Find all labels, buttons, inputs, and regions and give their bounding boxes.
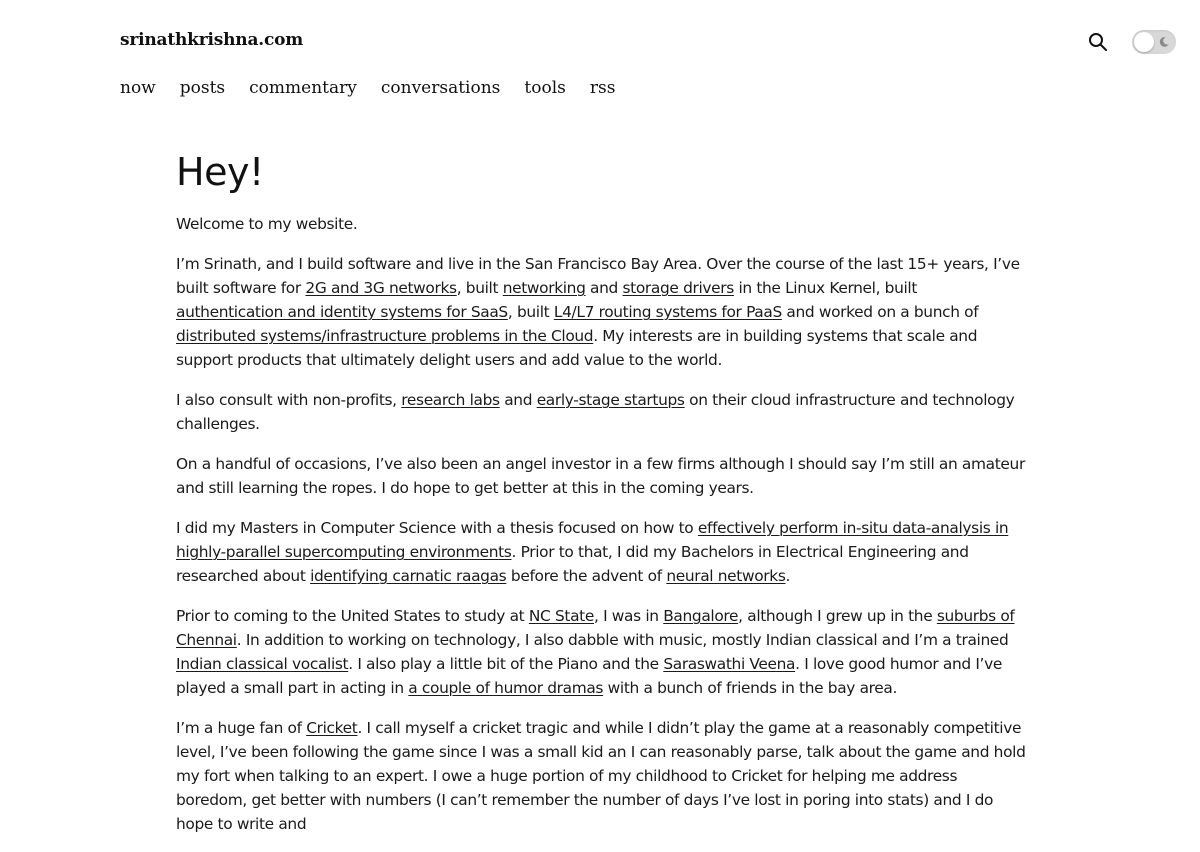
paragraph-text: . My interests are in building systems that scale and support products that ultimately delight users and add value to the world. xyxy=(176,327,978,369)
inline-link[interactable]: early-stage startups xyxy=(536,391,685,409)
inline-link[interactable]: Saraswathi Veena xyxy=(663,655,796,673)
paragraph-text: . Prior to that, I did my Bachelors in Electrical Engineering and researched about xyxy=(176,543,969,585)
inline-link[interactable]: storage drivers xyxy=(622,279,734,297)
nav-conversations[interactable]: conversations xyxy=(380,78,501,98)
paragraph-text: Welcome to my website. xyxy=(176,215,358,233)
paragraph xyxy=(176,452,1026,500)
paragraph xyxy=(176,516,1026,588)
paragraph-text: I did my Masters in Computer Science with a thesis focused on how to xyxy=(176,519,698,537)
paragraph-text: , built xyxy=(507,303,554,321)
article-body xyxy=(176,212,1026,836)
search-button[interactable] xyxy=(1086,30,1110,54)
inline-link[interactable]: Indian classical vocalist xyxy=(176,655,349,673)
inline-link[interactable]: suburbs of Chennai xyxy=(176,607,1015,649)
paragraph-text: . I call myself a cricket tragic and while I didn’t play the game at a reasonably competitive level, I’ve been following the game since I was a small kid an I can reasonably parse, talk about the game and hold my fort when talking to an expert. I owe a huge portion of my childhood to Cricket for helping me address boredom, get better with numbers (I can’t remember the number of days I’ve lost in poring into stats) and I do hope to write and xyxy=(176,719,1026,833)
inline-link[interactable]: Bangalore xyxy=(663,607,739,625)
inline-link[interactable]: Cricket xyxy=(306,719,358,737)
paragraph-text: on their cloud infrastructure and technology challenges. xyxy=(176,391,1015,433)
inline-link[interactable]: networking xyxy=(502,279,586,297)
inline-link[interactable]: neural networks xyxy=(666,567,786,585)
paragraph-text: and xyxy=(499,391,537,409)
paragraph-text: I’m Srinath, and I build software and live in the San Francisco Bay Area. Over the course of the last 15+ years, I’ve built software for xyxy=(176,255,1020,297)
inline-link[interactable]: NC State xyxy=(528,607,594,625)
paragraph-text: I also consult with non-profits, xyxy=(176,391,402,409)
paragraph-text: , although I grew up in the xyxy=(738,607,937,625)
paragraph xyxy=(176,604,1026,700)
search-icon xyxy=(1088,32,1108,52)
paragraph-text: , I was in xyxy=(593,607,664,625)
paragraph-text: with a bunch of friends in the bay area. xyxy=(603,679,898,697)
site-header xyxy=(0,0,1200,120)
inline-link[interactable]: a couple of humor dramas xyxy=(408,679,604,697)
paragraph-text: . I love good humor and I’ve played a small part in acting in xyxy=(176,655,1002,697)
paragraph-text: I’m a huge fan of xyxy=(176,719,307,737)
inline-link[interactable]: identifying carnatic raagas xyxy=(310,567,507,585)
inline-link[interactable]: research labs xyxy=(401,391,500,409)
nav-now[interactable]: now xyxy=(120,78,156,98)
nav-posts[interactable]: posts xyxy=(179,78,226,98)
paragraph-text: and worked on a bunch of xyxy=(781,303,979,321)
nav-commentary[interactable]: commentary xyxy=(249,78,357,98)
paragraph-text: . I also play a little bit of the Piano and the xyxy=(348,655,664,673)
paragraph xyxy=(176,716,1026,836)
inline-link[interactable]: L4/L7 routing systems for PaaS xyxy=(553,303,782,321)
site-title[interactable]: srinathkrishna.com xyxy=(120,30,304,50)
main-nav xyxy=(120,76,639,100)
paragraph-text: before the advent of xyxy=(506,567,667,585)
page-title: Hey! xyxy=(176,150,264,194)
paragraph-text: Prior to coming to the United States to study at xyxy=(176,607,529,625)
paragraph-text: . In addition to working on technology, I also dabble with music, mostly Indian classical and I’m a trained xyxy=(236,631,1009,649)
nav-rss[interactable]: rss xyxy=(589,78,616,98)
paragraph-text: . xyxy=(785,567,791,585)
inline-link[interactable]: authentication and identity systems for SaaS xyxy=(176,303,508,321)
theme-toggle[interactable] xyxy=(1132,30,1176,54)
main-content xyxy=(176,146,1026,852)
inline-link[interactable]: effectively perform in-situ data-analysis in highly-parallel supercomputing environments xyxy=(176,519,1009,561)
paragraph xyxy=(176,388,1026,436)
paragraph-text: On a handful of occasions, I’ve also been an angel investor in a few firms although I should say I’m still an amateur and still learning the ropes. I do hope to get better at this in the coming years. xyxy=(176,455,1025,497)
nav-tools[interactable]: tools xyxy=(524,78,566,98)
toggle-knob xyxy=(1134,32,1154,52)
inline-link[interactable]: 2G and 3G networks xyxy=(305,279,457,297)
inline-link[interactable]: distributed systems/infrastructure problems in the Cloud xyxy=(176,327,594,345)
paragraph xyxy=(176,212,1026,236)
moon-icon xyxy=(1158,36,1170,48)
paragraph xyxy=(176,252,1026,372)
paragraph-text: , built xyxy=(456,279,503,297)
paragraph-text: in the Linux Kernel, built xyxy=(733,279,918,297)
paragraph-text: and xyxy=(585,279,623,297)
